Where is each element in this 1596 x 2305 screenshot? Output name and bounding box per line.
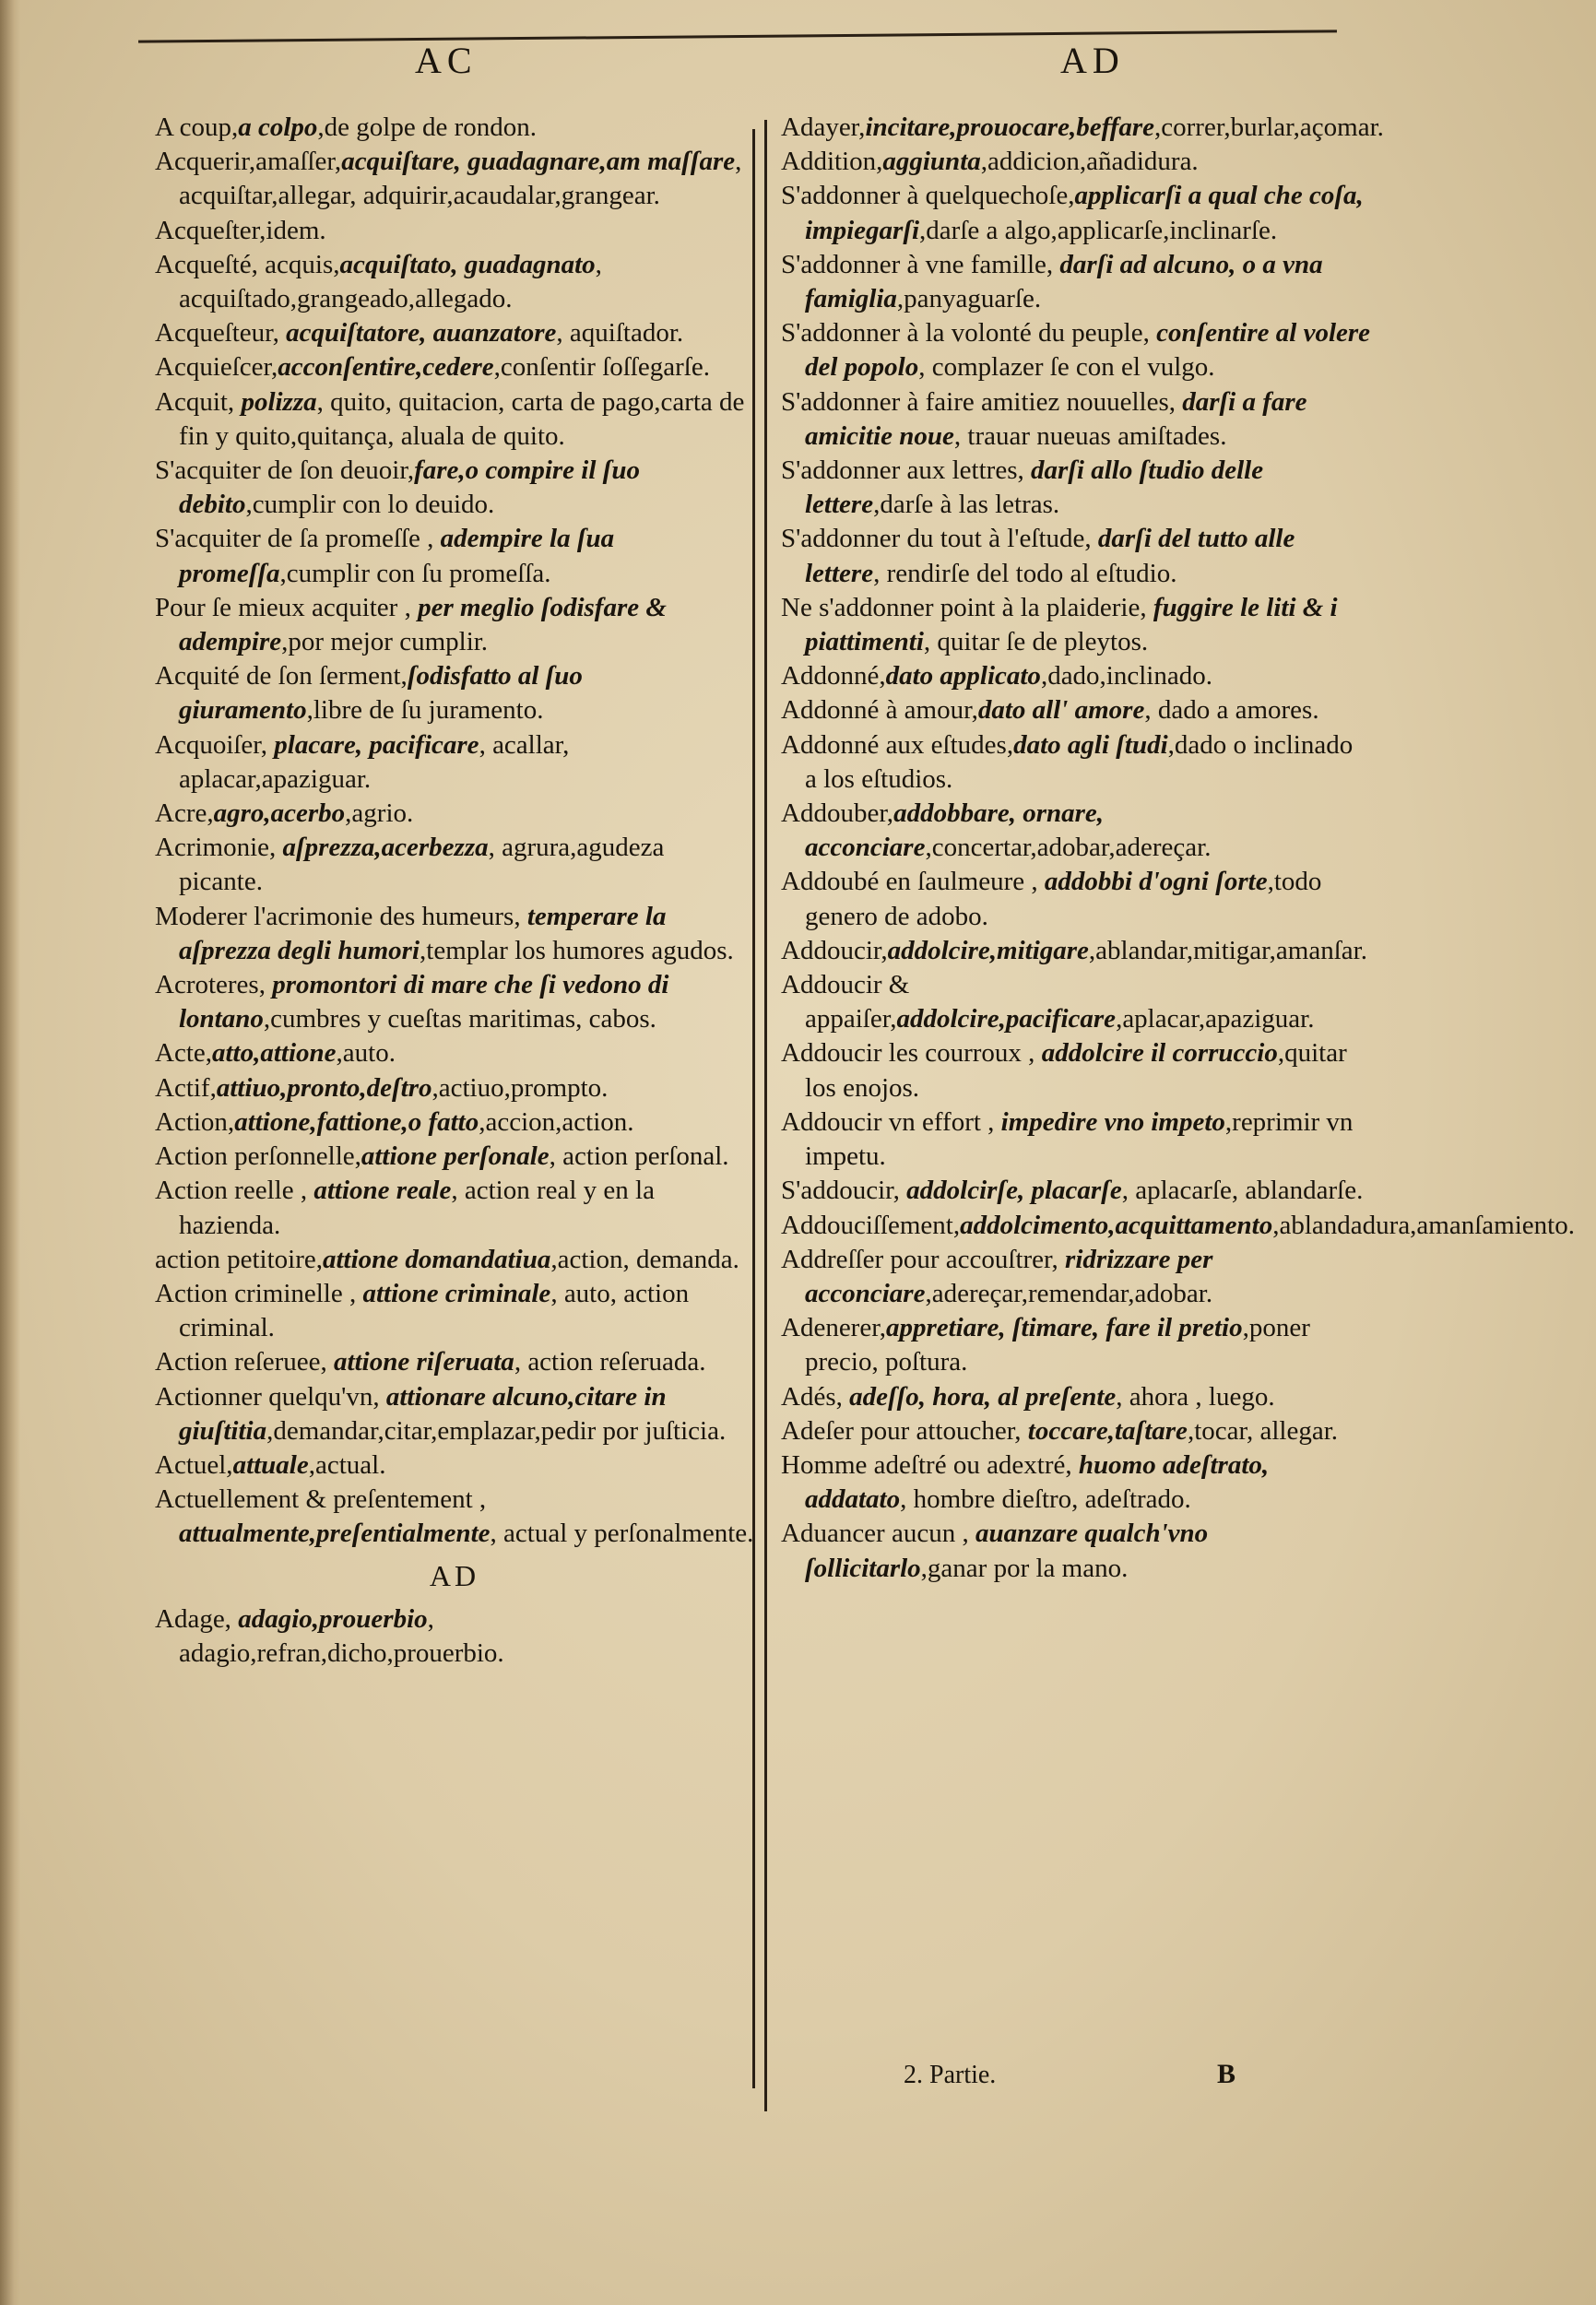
entry-italian: acquiſtatore, auanzatore [286,318,557,349]
dictionary-entry [155,1036,754,1070]
entry-spanish: , ahora , luego. [1116,1381,1275,1412]
entry-spanish: , acallar, aplacar,apaziguar. [179,729,570,794]
entry-italian: placare, pacificare [274,729,479,760]
entry-headword: Action criminelle , [155,1278,363,1308]
entry-spanish: ,auto. [336,1038,396,1069]
entry-headword: Addonné à amour, [781,695,978,726]
entry-headword: S'acquiter de ſon deuoir, [155,455,415,486]
entry-italian: conſentire al volere del popolo [805,318,1371,383]
entry-headword: action petitoire, [155,1244,323,1274]
right-column [781,111,1575,1586]
dictionary-entry [781,454,1371,522]
dictionary-entry [781,316,1371,384]
entry-italian: impedire vno impeto [1000,1106,1225,1137]
entry-spanish: , hombre dieſtro, adeſtrado. [900,1484,1191,1515]
entry-italian: dato agli ſtudi [1013,729,1168,760]
dictionary-entry [781,248,1371,316]
entry-italian: ſodisfatto al ſuo giuramento [179,661,583,726]
entry-headword: Actuellement & preſentement , [155,1484,487,1515]
entry-headword: Addoucir, [781,935,888,965]
dictionary-entry [155,350,754,384]
entry-italian: attione criminale [362,1278,551,1308]
dictionary-entry [781,934,1371,968]
entry-headword: Acqueſté, acquis, [155,249,340,279]
entry-spanish: ,actual. [308,1449,386,1480]
dictionary-entry [781,1448,1371,1517]
entry-spanish: , auto, action criminal. [179,1278,690,1343]
dictionary-entry [155,797,754,831]
entry-spanish: ,conſentir ſoſſegarſe. [493,352,710,383]
dictionary-entry [781,1174,1371,1208]
entry-headword: Addition, [781,147,883,177]
entry-headword: Aduancer aucun , [781,1519,975,1549]
column-rule [764,120,767,2111]
entry-spanish: , action perſonal. [549,1141,729,1172]
dictionary-entry [155,1483,754,1551]
entry-italian: promontori di mare che ſi vedono di lontano [179,970,669,1034]
entry-headword: Addoucir les courroux , [781,1038,1042,1069]
entry-italian: ridrizzare per acconciare [805,1244,1213,1308]
entry-headword: Acrimonie, [155,833,283,863]
entry-spanish: ,actiuo,prompto. [432,1072,609,1103]
dictionary-entry [155,1345,754,1379]
entry-spanish: ,templar los humores agudos. [420,935,734,965]
entry-headword: Addoucir & appaiſer, [781,970,910,1034]
dictionary-entry [155,1602,754,1671]
entry-spanish: ,por mejor cumplir. [281,627,489,657]
dictionary-entry [781,1414,1371,1448]
dictionary-entry [155,831,754,899]
entry-spanish: , acquiſtar,allegar, adquirir,acaudalar,grangear. [179,147,742,211]
entry-italian: addolcire,pacificare [896,1004,1117,1034]
entry-spanish: ,tocar, allegar. [1187,1415,1339,1446]
entry-spanish: , agrura,agudeza picante. [179,833,665,897]
dictionary-entry [155,385,754,454]
entry-italian: darſi ad alcuno, o a vna famiglia [805,249,1323,314]
entry-headword: Adage, [155,1603,239,1634]
entry-spanish: ,panyaguarſe. [896,284,1042,314]
entry-spanish: ,concertar,adobar,adereçar. [925,833,1212,863]
entry-italian: a colpo [238,112,318,142]
dictionary-entry [781,1036,1371,1105]
entry-spanish: ,ganar por la mano. [920,1553,1129,1583]
dictionary-entry [781,179,1371,247]
entry-spanish: ,cumplir con lo deuido. [245,490,495,520]
entry-headword: Addonné, [781,661,886,692]
entry-italian: fare,o compire il ſuo debito [179,455,640,520]
entry-italian: attionare alcuno,citare in giuſtitia [179,1381,667,1446]
entry-headword: Acquit, [155,386,242,417]
entry-italian: attione reale [313,1176,452,1206]
entry-italian: addolcirſe, placarſe [906,1176,1122,1206]
entry-spanish: ,darſe a algo,applicarſe,inclinarſe. [919,215,1278,245]
dictionary-entry [155,1277,754,1345]
entry-headword: Action perſonnelle, [155,1141,361,1172]
entry-spanish: , rendirſe del todo al eſtudio. [873,558,1177,588]
entry-italian: darſi del tutto alle lettere [805,524,1295,588]
entry-spanish: , acquiſtado,grangeado,allegado. [179,249,602,314]
dictionary-entry [155,1071,754,1105]
entry-italian: adeſſo, hora, al preſente [849,1381,1117,1412]
entry-spanish: ,quitar los enojos. [805,1038,1347,1103]
entry-italian: agro,acerbo [213,798,346,829]
entry-headword: Actionner quelqu'vn, [155,1381,386,1412]
entry-spanish: ,poner precio, poſtura. [805,1313,1310,1377]
entry-spanish: , aplacarſe, ablandarſe. [1121,1176,1364,1206]
entry-headword: Acquité de ſon ſerment, [155,661,408,692]
entry-headword: Acroteres, [155,970,273,1000]
entry-italian: incitare,prouocare,beffare [865,112,1155,142]
entry-headword: S'addonner aux lettres, [781,455,1031,486]
dictionary-entry [781,1105,1371,1174]
entry-spanish: ,libre de ſu juramento. [306,695,544,726]
entry-spanish: , action reſeruada. [514,1347,706,1377]
entry-italian: acquiſtare, guadagnare,am maſſare [341,147,736,177]
entry-italian: aſprezza,acerbezza [282,833,489,863]
dictionary-entry [781,728,1371,797]
dictionary-entry [155,1380,754,1448]
entry-headword: Addoucir vn effort , [781,1106,1001,1137]
entry-headword: S'addoucir, [781,1176,907,1206]
entry-headword: Acquerir,amaſſer, [155,147,342,177]
entry-headword: Addoubé en ſaulmeure , [781,867,1045,897]
entry-italian: dato applicato [885,661,1041,692]
entry-italian: adempire la ſua promeſſa [179,524,615,588]
entry-headword: S'addonner à vne famille, [781,249,1060,279]
entry-spanish: ,dado o inclinado a los eſtudios. [805,729,1354,794]
entry-spanish: ,addicion,añadidura. [980,147,1199,177]
entry-headword: Adayer, [781,112,866,142]
entry-italian: attione,fattione,o fatto [234,1106,479,1137]
dictionary-entry [781,797,1371,865]
dictionary-entry [781,1311,1371,1379]
dictionary-entry [155,1174,754,1242]
entry-italian: acquiſtato, guadagnato [339,249,596,279]
entry-italian: temperare la aſprezza degli humori [179,901,667,965]
entry-headword: A coup, [155,112,239,142]
entry-headword: Action reelle , [155,1176,314,1206]
entry-headword: Acqueſter,idem. [155,215,326,245]
dictionary-entry [155,728,754,797]
entry-italian: huomo adeſtrato, addatato [805,1449,1270,1515]
entry-headword: S'addonner à la volonté du peuple, [781,318,1157,349]
entry-spanish: , actual y perſonalmente. [490,1519,754,1549]
entry-italian: addolcire il corruccio [1041,1038,1278,1069]
entry-italian: dato all' amore [977,695,1145,726]
dictionary-entry [155,316,754,350]
entry-spanish: , quitar ſe de pleytos. [923,627,1149,657]
footer-part: 2. Partie. [904,2061,997,2089]
entry-spanish: ,ablandar,mitigar,amanſar. [1088,935,1367,965]
entry-spanish: ,reprimir vn impetu. [805,1106,1354,1172]
entry-headword: S'addonner du tout à l'eſtude, [781,524,1098,554]
dictionary-entry [781,968,1371,1036]
entry-spanish: ,todo genero de adobo. [805,867,1322,931]
entry-headword: Ne s'addonner point à la plaiderie, [781,592,1153,622]
entry-spanish: ,adereçar,remendar,adobar. [925,1278,1213,1308]
entry-italian: toccare,taſtare [1027,1415,1188,1446]
dictionary-entry [155,1105,754,1140]
entry-italian: auanzare qualch'vno ſollicitarlo [805,1519,1209,1583]
dictionary-entry [781,1209,1575,1243]
entry-italian: per meglio ſodisfare & adempire [179,592,667,657]
dictionary-entry [155,145,754,213]
entry-headword: Acquieſcer, [155,352,278,383]
entry-spanish: ,darſe à las letras. [873,490,1060,520]
dictionary-entry [781,111,1384,145]
entry-spanish: , trauar nueuas amiſtades. [953,420,1227,451]
entry-headword: Acre, [155,798,214,829]
page-edge-shadow [0,0,20,2305]
section-heading: AD [429,1558,480,1592]
entry-headword: Pour ſe mieux acquiter , [155,592,419,622]
running-head-left: AC [415,40,478,81]
entry-headword: S'addonner à quelquechoſe, [781,181,1075,211]
dictionary-entry [781,1243,1371,1311]
entry-headword: Addonné aux eſtudes, [781,729,1014,760]
entry-spanish: ,ablandadura,amanſamiento. [1272,1210,1575,1240]
dictionary-entry [155,248,754,316]
running-head-right: AD [1060,40,1125,81]
entry-italian: aggiunta [882,147,981,177]
dictionary-entry [155,1448,754,1483]
entry-headword: Action reſeruee, [155,1347,335,1377]
top-rule [138,30,1337,42]
entry-italian: addobbare, ornare, acconciare [805,798,1105,863]
entry-italian: attiuo,pronto,deſtro [216,1072,432,1103]
entry-spanish: , dado a amores. [1144,695,1319,726]
dictionary-entry [781,1380,1371,1414]
dictionary-entry [781,659,1371,693]
entry-headword: Actuel, [155,1449,233,1480]
dictionary-entry [155,1140,754,1174]
signature-mark: B [1217,2059,1236,2089]
entry-headword: Moderer l'acrimonie des humeurs, [155,901,527,931]
entry-italian: attione domandatiua [323,1244,551,1274]
entry-headword: Homme adeſtré ou adextré, [781,1449,1079,1480]
entry-spanish: , complazer ſe con el vulgo. [918,352,1215,383]
entry-headword: S'addonner à faire amitiez nouuelles, [781,386,1183,417]
entry-italian: addolcimento,acquittamento [960,1210,1273,1240]
dictionary-entry [781,591,1371,659]
entry-italian: addobbi d'ogni ſorte [1044,867,1268,897]
dictionary-entry [155,111,754,145]
entry-headword: Actif, [155,1072,217,1103]
dictionary-entry [155,454,754,522]
dictionary-entry [155,968,754,1036]
dictionary-entry [781,865,1371,933]
entry-spanish: ,demandar,citar,emplazar,pedir por juſticia. [266,1415,727,1446]
entry-spanish: ,aplacar,apaziguar. [1116,1004,1315,1034]
left-column [155,111,754,1671]
entry-headword: Acquoiſer, [155,729,275,760]
entry-headword: Adenerer, [781,1313,886,1343]
entry-spanish: , quito, quitacion, carta de pago,carta de fin y quito,quitança, aluala de quito. [179,386,745,451]
entry-italian: atto,attione [212,1038,337,1069]
entry-italian: attione perſonale [361,1141,550,1172]
dictionary-entry [155,214,754,248]
entry-spanish: , adagio,refran,dicho,prouerbio. [179,1603,504,1668]
dictionary-entry [155,1243,754,1277]
entry-italian: attuale [232,1449,309,1480]
dictionary-entry [781,693,1371,727]
entry-headword: Addouber, [781,798,894,829]
entry-italian: appretiare, ſtimare, fare il pretio [885,1313,1243,1343]
dictionary-entry [155,659,754,727]
entry-italian: polizza [241,386,317,417]
entry-headword: Addouciſſement, [781,1210,961,1240]
entry-spanish: , action real y en la hazienda. [179,1176,655,1240]
entry-spanish: ,cumbres y cueſtas maritimas, cabos. [263,1004,656,1034]
dictionary-entry [781,385,1371,454]
entry-spanish: ,dado,inclinado. [1040,661,1212,692]
entry-headword: Acte, [155,1038,212,1069]
entry-italian: applicarſi a qual che coſa, impiegarſi [805,181,1364,245]
entry-spanish: ,action, demanda. [550,1244,739,1274]
entry-headword: Adés, [781,1381,850,1412]
entry-headword: Acqueſteur, [155,318,287,349]
dictionary-entry [781,1517,1371,1585]
dictionary-entry [155,522,754,590]
dictionary-entry [155,591,754,659]
entry-spanish: ,correr,burlar,açomar. [1154,112,1384,142]
entry-spanish: ,de golpe de rondon. [317,112,537,142]
entry-spanish: ,accion,action. [479,1106,634,1137]
dictionary-entry [781,145,1371,179]
entry-headword: Action, [155,1106,235,1137]
entry-spanish: ,cumplir con ſu promeſſa. [279,558,551,588]
entry-headword: Adeſer pour attoucher, [781,1415,1028,1446]
dictionary-entry [155,900,754,968]
entry-italian: addolcire,mitigare [887,935,1089,965]
entry-italian: adagio,prouerbio [238,1603,428,1634]
entry-spanish: , aquiſtador. [556,318,684,349]
entry-headword: S'acquiter de ſa promeſſe , [155,524,441,554]
entry-headword: Addreſſer pour accouſtrer, [781,1244,1066,1274]
entry-spanish: ,agrio. [345,798,414,829]
entry-italian: acconſentire,cedere [278,352,494,383]
entry-italian: fuggire le liti & i piattimenti [805,592,1338,657]
dictionary-entry [781,522,1371,590]
entry-italian: attualmente,preſentialmente [179,1519,491,1549]
entry-italian: darſi a fare amicitie noue [805,386,1307,451]
entry-italian: attione riſeruata [334,1347,514,1377]
entry-italian: darſi allo ſtudio delle lettere [805,455,1264,520]
